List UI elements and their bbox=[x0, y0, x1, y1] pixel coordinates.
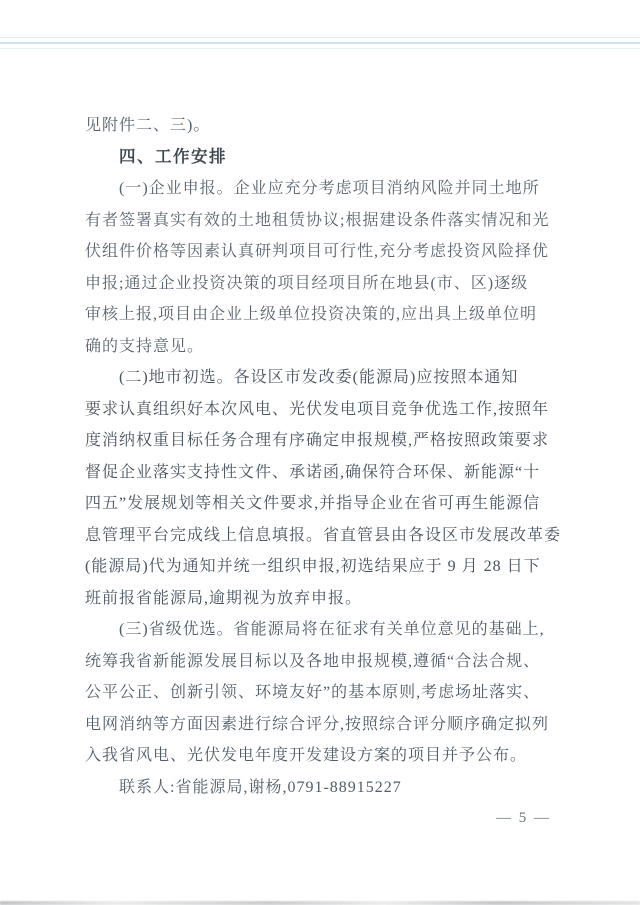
text-line: (三)省级优选。省能源局将在征求有关单位意见的基础上, bbox=[119, 621, 545, 638]
text-line: 息管理平台完成线上信息填报。省直管县由各设区市发展改革委 bbox=[85, 526, 562, 544]
scan-artifact-line-top-3 bbox=[0, 48, 640, 49]
paragraph-city-preselection bbox=[85, 362, 563, 614]
text-line: (一)企业申报。企业应充分考虑项目消纳风险并同土地所 bbox=[119, 180, 540, 197]
continuation-text-line: 见附件二、三)。 bbox=[85, 117, 211, 134]
text-line: 四五”发展规划等相关文件要求,并指导企业在省可再生能源信 bbox=[85, 495, 541, 512]
text-line: 督促企业落实支持性文件、承诺函,确保符合环保、新能源“十 bbox=[85, 463, 541, 481]
section-heading: 四、工作安排 bbox=[119, 147, 227, 166]
contact-line: 联系人:省能源局,谢杨,0791-88915227 bbox=[119, 778, 402, 796]
text-line: 公平公正、创新引领、环境友好”的基本原则,考虑场址落实、 bbox=[85, 684, 541, 701]
paragraph-provincial-selection bbox=[85, 614, 563, 772]
scan-artifact-line-top-1 bbox=[0, 37, 640, 38]
text-line: 统筹我省新能源发展目标以及各地申报规模,遵循“合法合规、 bbox=[85, 652, 541, 670]
text-line: 电网消纳等方面因素进行综合评分,按照综合评分顺序确定拟列 bbox=[85, 715, 550, 733]
text-line: 要求认真组织好本次风电、光伏发电项目竞争优选工作,按照年 bbox=[85, 400, 550, 418]
scan-artifact-bottom-edge bbox=[0, 901, 640, 905]
text-line: 审核上报,项目由企业上级单位投资决策的,应出具上级单位明 bbox=[85, 306, 538, 323]
scan-artifact-line-top-2 bbox=[0, 42, 640, 44]
text-line: 确的支持意见。 bbox=[85, 337, 205, 355]
text-line: (能源局)代为通知并统一组织申报,初选结果应于 9 月 28 日下 bbox=[85, 558, 541, 575]
document-body bbox=[85, 110, 563, 835]
page-number: — 5 — bbox=[496, 810, 551, 826]
text-line: 有者签署真实有效的土地租赁协议;根据建设条件落实情况和光 bbox=[85, 211, 550, 229]
text-line: 申报;通过企业投资决策的项目经项目所在地县(市、区)逐级 bbox=[85, 274, 529, 292]
paragraph-enterprise-declaration bbox=[85, 173, 563, 362]
text-line: 伏组件价格等因素认真研判项目可行性,充分考虑投资风险择优 bbox=[85, 243, 550, 260]
text-line: (二)地市初选。各设区市发改委(能源局)应按照本通知 bbox=[119, 369, 519, 386]
text-line: 班前报省能源局,逾期视为放弃申报。 bbox=[85, 589, 363, 607]
text-line: 入我省风电、光伏发电年度开发建设方案的项目并予公布。 bbox=[85, 747, 528, 764]
text-line: 度消纳权重目标任务合理有序确定申报规模,严格按照政策要求 bbox=[85, 432, 550, 449]
